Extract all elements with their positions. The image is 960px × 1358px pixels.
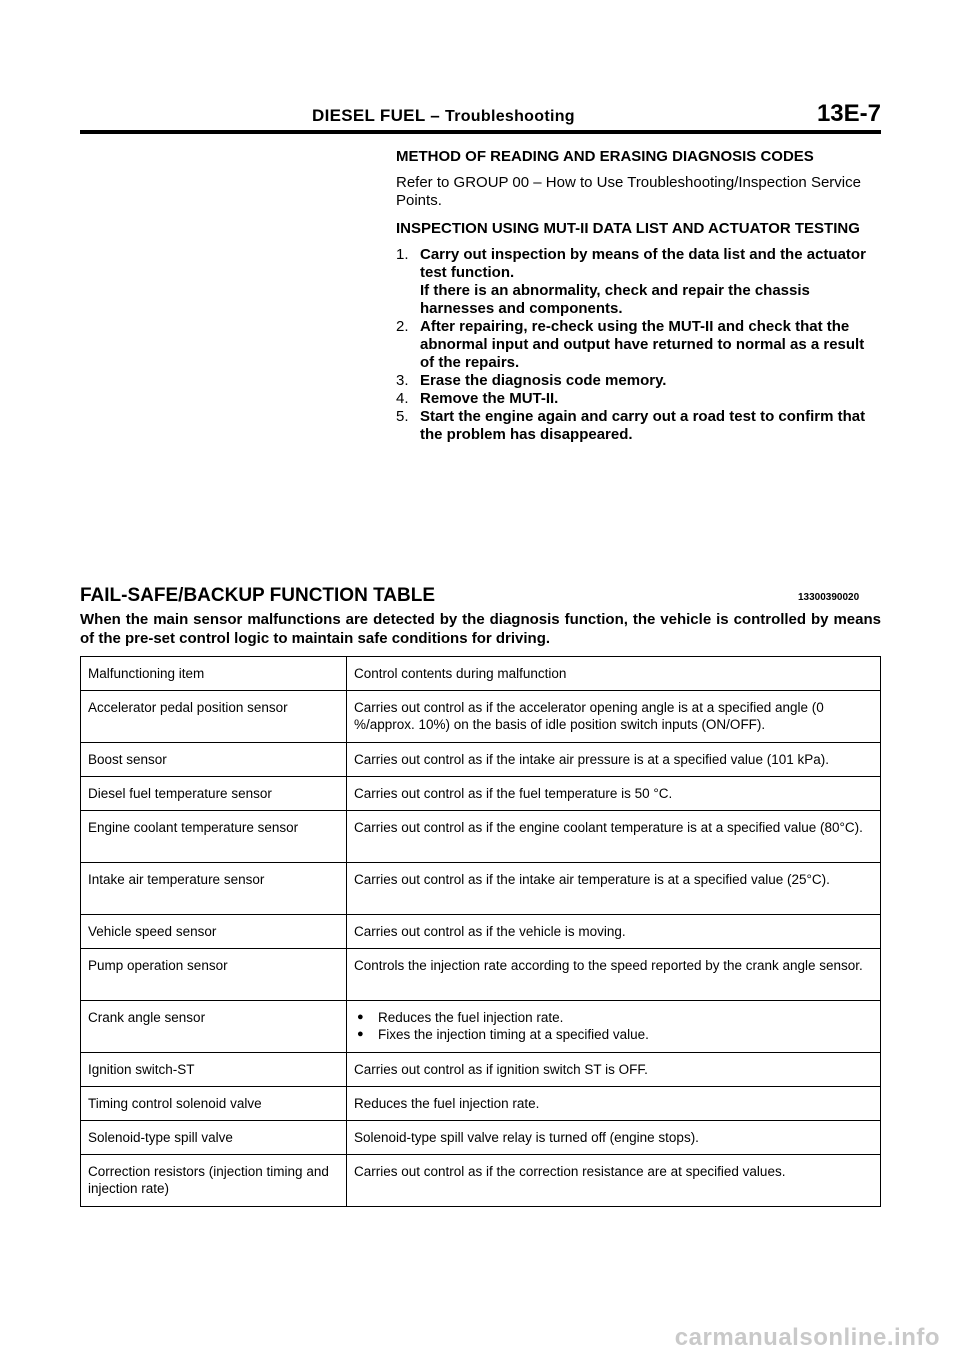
- table-row: [81, 915, 881, 949]
- step-number: 3.: [396, 372, 409, 389]
- malfunction-item: Intake air temperature sensor: [81, 863, 347, 915]
- table-row: [81, 811, 881, 863]
- step-number: 2.: [396, 318, 409, 335]
- malfunction-item: Vehicle speed sensor: [81, 915, 347, 949]
- step-text: Carry out inspection by means of the data list and the actuator test function.: [420, 246, 866, 281]
- table-row: [81, 1001, 881, 1053]
- control-contents: Carries out control as if the accelerator opening angle is at a specified angle (0 %/approx. 10%) on the basis of idle position switch inputs (ON/OFF).: [347, 691, 881, 743]
- right-column: [396, 148, 882, 444]
- table-row: [81, 863, 881, 915]
- bullet-item: ● Fixes the injection timing at a specified value.: [354, 1026, 873, 1043]
- inspection-steps: [396, 246, 882, 444]
- step-text: After repairing, re-check using the MUT-II and check that the abnormal input and output have returned to normal as a result of the repairs.: [420, 318, 865, 371]
- malfunction-item: Boost sensor: [81, 743, 347, 777]
- control-contents: Solenoid-type spill valve relay is turned off (engine stops).: [347, 1121, 881, 1155]
- control-contents: [347, 1001, 881, 1053]
- failsafe-intro: When the main sensor malfunctions are detected by the diagnosis function, the vehicle is controlled by means of the pre-set control logic to maintain safe conditions for driving.: [80, 611, 881, 647]
- step-text: Remove the MUT-II.: [420, 390, 559, 407]
- step-number: 1.: [396, 246, 409, 263]
- page-number: 13E-7: [816, 100, 881, 127]
- step-text: Start the engine again and carry out a road test to confirm that the problem has disappeared.: [420, 408, 866, 443]
- malfunction-item: Diesel fuel temperature sensor: [81, 777, 347, 811]
- table-row: [81, 1155, 881, 1207]
- control-contents: Carries out control as if the correction resistance are at specified values.: [347, 1155, 881, 1207]
- table-row: [81, 1121, 881, 1155]
- control-contents: Carries out control as if the engine coolant temperature is at a specified value (80°C).: [347, 811, 881, 863]
- control-contents: Controls the injection rate according to the speed reported by the crank angle sensor.: [347, 949, 881, 1001]
- table-row: [81, 691, 881, 743]
- malfunction-item: Ignition switch-ST: [81, 1053, 347, 1087]
- malfunction-item: Crank angle sensor: [81, 1001, 347, 1053]
- malfunction-item: Solenoid-type spill valve: [81, 1121, 347, 1155]
- table-row: [81, 1053, 881, 1087]
- control-contents: Reduces the fuel injection rate.: [347, 1087, 881, 1121]
- step-text: If there is an abnormality, check and repair the chassis harnesses and components.: [420, 282, 810, 317]
- step-text: Erase the diagnosis code memory.: [420, 372, 667, 389]
- section-subtitle: Troubleshooting: [445, 108, 575, 125]
- bullet-item: ● Reduces the fuel injection rate.: [354, 1009, 873, 1026]
- column-header: Malfunctioning item: [81, 657, 347, 691]
- control-contents: Carries out control as if the fuel temperature is 50 °C.: [347, 777, 881, 811]
- table-row: [81, 777, 881, 811]
- control-contents: Carries out control as if the intake air temperature is at a specified value (25°C).: [347, 863, 881, 915]
- step-item: [396, 390, 882, 408]
- header-title: [312, 106, 575, 126]
- column-header: Control contents during malfunction: [347, 657, 881, 691]
- reading-codes-heading: METHOD OF READING AND ERASING DIAGNOSIS CODES: [396, 148, 814, 165]
- failsafe-table: [80, 656, 881, 1207]
- control-contents: Carries out control as if the intake air pressure is at a specified value (101 kPa).: [347, 743, 881, 777]
- table-row: [81, 949, 881, 1001]
- page-header: [80, 100, 881, 134]
- malfunction-item: Accelerator pedal position sensor: [81, 691, 347, 743]
- malfunction-item: Pump operation sensor: [81, 949, 347, 1001]
- step-item: [396, 408, 882, 444]
- header-dash: –: [425, 106, 446, 125]
- control-contents: Carries out control as if the vehicle is moving.: [347, 915, 881, 949]
- inspection-heading: INSPECTION USING MUT-II DATA LIST AND ACTUATOR TESTING: [396, 220, 860, 237]
- document-code: 13300390020: [798, 592, 860, 603]
- malfunction-item: Correction resistors (injection timing and injection rate): [81, 1155, 347, 1207]
- table-row: [81, 1087, 881, 1121]
- failsafe-title: FAIL-SAFE/BACKUP FUNCTION TABLE: [80, 585, 436, 606]
- control-contents: Carries out control as if ignition switch ST is OFF.: [347, 1053, 881, 1087]
- malfunction-item: Engine coolant temperature sensor: [81, 811, 347, 863]
- step-number: 5.: [396, 408, 409, 425]
- step-item: [396, 372, 882, 390]
- section-name: DIESEL FUEL: [312, 106, 426, 125]
- reading-codes-text: Refer to GROUP 00 – How to Use Troubleshooting/Inspection Service Points.: [396, 174, 861, 209]
- watermark-link[interactable]: carmanualsonline.info: [674, 1324, 940, 1351]
- malfunction-item: Timing control solenoid valve: [81, 1087, 347, 1121]
- table-header-row: [81, 657, 881, 691]
- step-item: [396, 246, 882, 318]
- table-row: [81, 743, 881, 777]
- step-number: 4.: [396, 390, 409, 407]
- step-item: [396, 318, 882, 372]
